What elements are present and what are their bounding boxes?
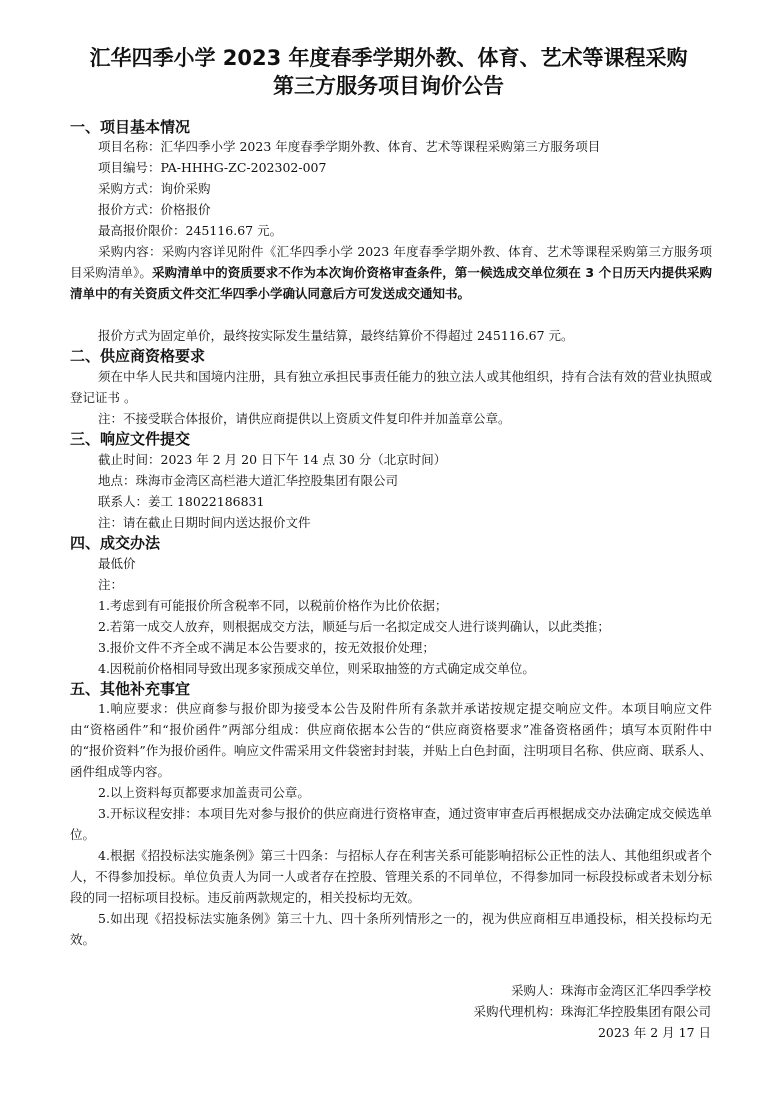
submission-note: 注：请在截止日期时间内送达报价文件 — [98, 515, 311, 530]
award-rule-1: 1.考虑到有可能报价所含税率不同，以税前价格作为比价依据； — [98, 598, 448, 613]
supplement-item-4: 4.根据《招投标法实施条例》第三十四条：与招标人存在利害关系可能影响招标公正性的法人、其他组织或者个人，不得参加投标。单位负责人为同一人或者存在控股、管理关系的不同单位，不得参加同一标段投标或者未划分标段的同一招标项目投标。违反前两款规定的，相关投标均无效。 — [70, 848, 712, 905]
award-rule-4: 4.因税前价格相同导致出现多家预成交单位，则采取抽签的方式确定成交单位。 — [98, 661, 535, 676]
section-4-heading: 四、成交办法 — [70, 534, 161, 552]
max-price: 最高报价限价：245116.67 元。 — [98, 223, 283, 238]
signature-date: 2023 年 2 月 17 日 — [597, 1025, 711, 1040]
award-rule-2: 2.若第一成交人放弃，则根据成交方法，顺延与后一名拟定成交人进行谈判确认，以此类推； — [98, 619, 610, 634]
supplement-item-5: 5.如出现《招投标法实施条例》第三十九、四十条所列情形之一的，视为供应商相互串通投标，相关投标均无效。 — [70, 911, 712, 947]
award-note-label: 注： — [98, 577, 124, 592]
award-method: 最低价 — [98, 556, 136, 571]
procurement-content — [70, 241, 712, 304]
procurement-method: 采购方式：询价采购 — [98, 181, 211, 196]
submission-address: 地点：珠海市金湾区高栏港大道汇华控股集团有限公司 — [98, 473, 399, 488]
procurement-content-text: 采购内容：采购内容详见附件《汇华四季小学 2023 年度春季学期外教、体育、艺术等课程采购第三方服务项目采购清单》。 — [70, 244, 712, 280]
supplier-note: 注：不接受联合体报价，请供应商提供以上资质文件复印件并加盖章公章。 — [98, 411, 511, 426]
document-title-line1: 汇华四季小学 2023 年度春季学期外教、体育、艺术等课程采购 — [89, 46, 688, 70]
section-1-heading: 一、项目基本情况 — [70, 118, 191, 136]
supplement-item-2: 2.以上资料每页都要求加盖责司公章。 — [98, 785, 310, 800]
procurement-content-bold: 采购清单中的资质要求不作为本次询价资格审查条件，第一候选成交单位须在 3 个日历天内提供采购清单中的有关资质文件交汇华四季小学确认同意后方可发送成交通知书。 — [70, 265, 712, 301]
supplement-item-1: 1.响应要求：供应商参与报价即为接受本公告及附件所有条款并承诺按规定提交响应文件。本项目响应文件由“资格函件”和“报价函件”两部分组成：供应商依据本公告的“供应商资格要求”准备资格函件；填写本页附件中的“报价资料”作为报价函件。响应文件需采用文件袋密封封装，并贴上白色封面，注明项目名称、供应商、联系人、函件组成等内容。 — [70, 701, 712, 779]
supplement-item-3: 3.开标议程安排：本项目先对参与报价的供应商进行资格审查，通过资审审查后再根据成交办法确定成交候选单位。 — [70, 806, 712, 842]
project-number: 项目编号：PA-HHHG-ZC-202302-007 — [98, 160, 327, 175]
submission-deadline: 截止时间：2023 年 2 月 20 日下午 14 点 30 分（北京时间） — [98, 452, 447, 467]
document-title-line2: 第三方服务项目询价公告 — [273, 74, 504, 98]
fixed-price-note: 报价方式为固定单价，最终按实际发生量结算，最终结算价不得超过 245116.67 元。 — [98, 328, 574, 343]
project-name: 项目名称：汇华四季小学 2023 年度春季学期外教、体育、艺术等课程采购第三方服务项目 — [98, 139, 601, 154]
procurement-agency: 采购代理机构：珠海汇华控股集团有限公司 — [473, 1004, 711, 1019]
section-3-heading: 三、响应文件提交 — [70, 430, 191, 448]
supplier-requirement: 须在中华人民共和国境内注册，具有独立承担民事责任能力的独立法人或其他组织，持有合法有效的营业执照或登记证书 。 — [70, 369, 712, 405]
section-2-heading: 二、供应商资格要求 — [70, 347, 206, 365]
award-rule-3: 3.报价文件不齐全或不满足本公告要求的，按无效报价处理； — [98, 640, 435, 655]
purchaser: 采购人：珠海市金湾区汇华四季学校 — [510, 983, 711, 998]
contact-person: 联系人：姜工 18022186831 — [98, 494, 265, 509]
section-5-heading: 五、其他补充事宜 — [70, 680, 191, 698]
quote-method: 报价方式：价格报价 — [98, 202, 211, 217]
